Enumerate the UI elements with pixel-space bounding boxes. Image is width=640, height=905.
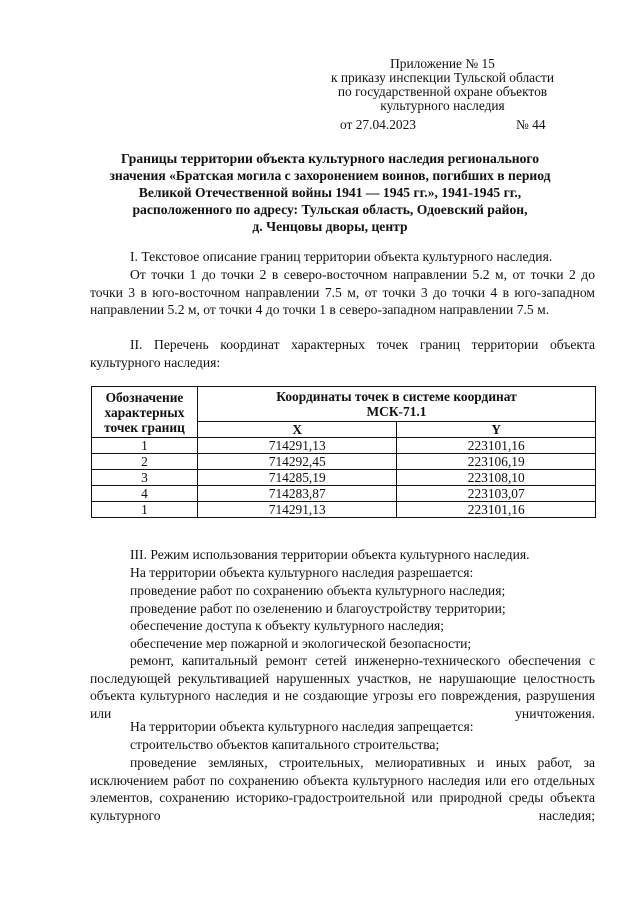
- order-line-1: к приказу инспекции Тульской области: [330, 70, 555, 85]
- appendix-label: Приложение № 15: [390, 56, 495, 71]
- document-title-line-5: д. Ченцовы дворы, центр: [252, 219, 408, 234]
- point-cell: 2: [92, 454, 198, 470]
- point-cell: 1: [92, 438, 198, 454]
- section-3-heading: III. Режим использования территории объекта культурного наследия.: [130, 547, 530, 562]
- section-1-heading: I. Текстовое описание границ территории объекта культурного наследия.: [130, 249, 553, 264]
- section-2-heading: II. Перечень координат характерных точек границ территории объекта культурного наследия:: [90, 337, 595, 370]
- coordinates-header-line-1: Координаты точек в системе координат: [276, 389, 517, 404]
- document-title-line-2: значения «Братская могила с захоронением воинов, погибших в период: [109, 168, 551, 183]
- allowed-intro: На территории объекта культурного наследия разрешается:: [130, 565, 474, 580]
- section-1-text: От точки 1 до точки 2 в северо-восточном направлении 5.2 м, от точки 2 до точки 3 в юго-восточном направлении 7.5 м, от точки 3 до точки 4 в юго-западном направлении 5.2 м, от точки 4 до точки 1 в северо-западном направлении 7.5 м.: [90, 267, 595, 317]
- table-row: [92, 438, 596, 454]
- document-title-line-4: расположенного по адресу: Тульская область, Одоевский район,: [132, 202, 528, 217]
- coordinates-header-line-2: МСК-71.1: [366, 404, 427, 419]
- y-cell: 223101,16: [397, 438, 596, 454]
- x-cell: 714291,13: [197, 502, 397, 518]
- forbidden-intro: На территории объекта культурного наследия запрещается:: [130, 719, 474, 734]
- allowed-item-3: обеспечение доступа к объекту культурного наследия;: [130, 618, 445, 633]
- point-cell: 1: [92, 502, 198, 518]
- document-title-line-1: Границы территории объекта культурного наследия регионального: [120, 151, 540, 166]
- y-cell: 223101,16: [397, 502, 596, 518]
- y-header: Y: [397, 422, 596, 438]
- x-header: X: [197, 422, 397, 438]
- coordinates-header: [197, 387, 595, 422]
- table-row: [92, 486, 596, 502]
- allowed-item-5: ремонт, капитальный ремонт сетей инженерно-технического обеспечения с последующей рекультивацией нарушенных участков, не нарушающие целостность объекта культурного наследия и не создающие угрозы его повреждения, разрушения или уничтожения.: [90, 653, 595, 721]
- x-cell: 714285,19: [197, 470, 397, 486]
- x-cell: 714283,87: [197, 486, 397, 502]
- forbidden-item-2: проведение земляных, строительных, мелиоративных и иных работ, за исключением работ по сохранению объекта культурного наследия или его отдельных элементов, сохранению историко-градостроительной или природной среды объекта культурного наследия;: [90, 755, 595, 823]
- table-row: [92, 502, 596, 518]
- allowed-item-4: обеспечение мер пожарной и экологической безопасности;: [130, 636, 472, 651]
- y-cell: 223106,19: [397, 454, 596, 470]
- point-designation-header: Обозначение характерных точек границ: [92, 387, 198, 438]
- document-title-line-3: Великой Отечественной войны 1941 — 1945 гг.», 1941-1945 гг.,: [138, 185, 522, 200]
- order-line-2: по государственной охране объектов: [337, 84, 548, 99]
- allowed-item-1: проведение работ по сохранению объекта культурного наследия;: [130, 583, 506, 598]
- allowed-item-2: проведение работ по озеленению и благоустройству территории;: [130, 601, 506, 616]
- point-cell: 3: [92, 470, 198, 486]
- table-row: [92, 454, 596, 470]
- x-cell: 714291,13: [197, 438, 397, 454]
- table-row: [92, 470, 596, 486]
- point-cell: 4: [92, 486, 198, 502]
- order-date: от 27.04.2023: [340, 117, 416, 132]
- x-cell: 714292,45: [197, 454, 397, 470]
- order-line-3: культурного наследия: [380, 98, 505, 113]
- forbidden-item-1: строительство объектов капитального строительства;: [130, 737, 440, 752]
- y-cell: 223103,07: [397, 486, 596, 502]
- y-cell: 223108,10: [397, 470, 596, 486]
- order-number: № 44: [516, 117, 546, 132]
- coordinates-table: [91, 386, 596, 518]
